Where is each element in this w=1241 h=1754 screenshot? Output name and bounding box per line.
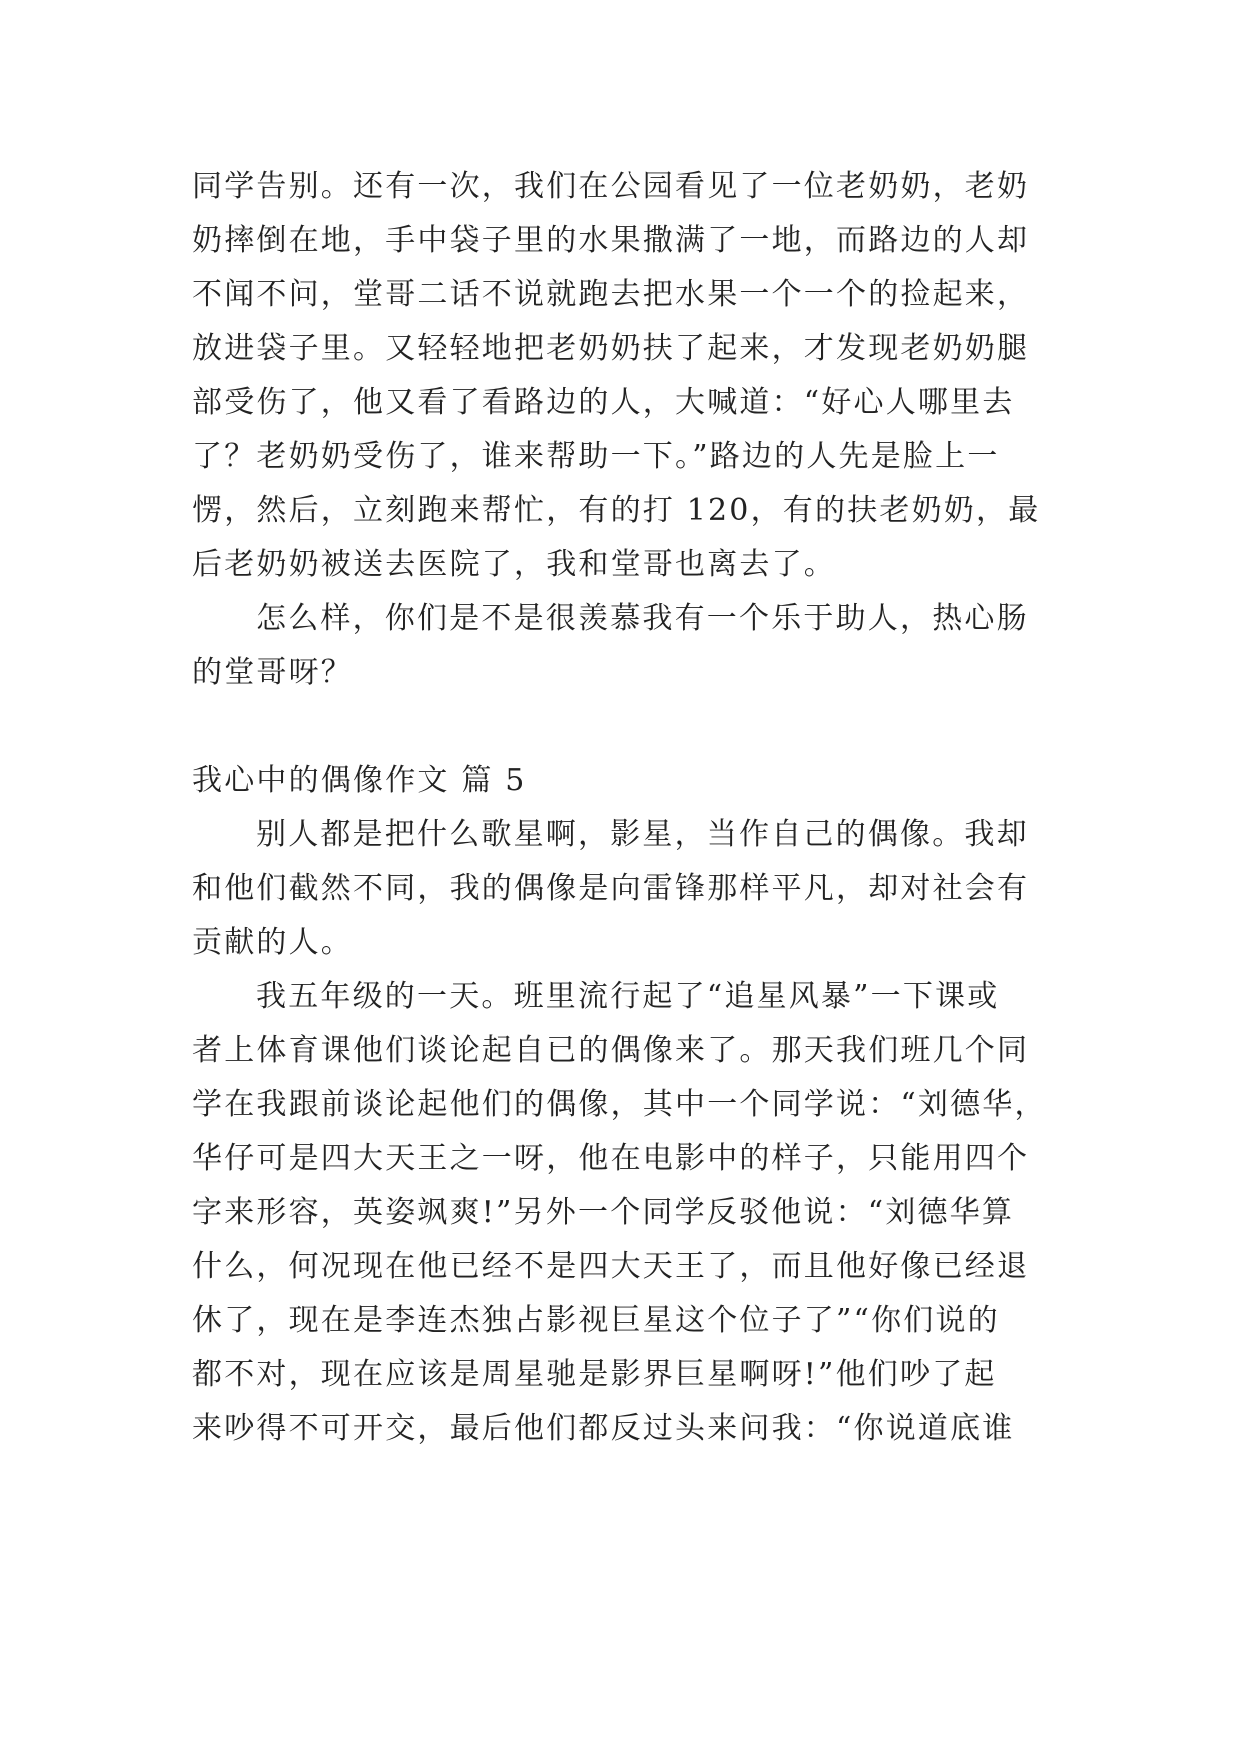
text-line: 华仔可是四大天王之一呀，他在电影中的样子，只能用四个 [192, 1141, 1030, 1176]
text-line: 都不对，现在应该是周星驰是影界巨星啊呀!”他们吵了起 [192, 1357, 997, 1392]
text-line: 我五年级的一天。班里流行起了“追星风暴”一下课或 [256, 979, 1000, 1014]
document-body [192, 160, 1072, 1456]
text-line: 奶摔倒在地，手中袋子里的水果撒满了一地，而路边的人却 [192, 223, 1030, 258]
text-line: 休了，现在是李连杰独占影视巨星这个位子了”“你们说的 [192, 1303, 1000, 1338]
text-line: 学在我跟前谈论起他们的偶像，其中一个同学说：“刘德华， [192, 1087, 1047, 1122]
paragraph-story [192, 970, 1072, 1456]
text-line: 怎么样，你们是不是很羡慕我有一个乐于助人，热心肠 [256, 601, 1029, 636]
text-line: 什么，何况现在他已经不是四大天王了，而且他好像已经退 [192, 1249, 1030, 1284]
paragraph-conclusion [192, 592, 1072, 700]
text-line: 后老奶奶被送去医院了，我和堂哥也离去了。 [192, 547, 836, 582]
paragraph-story-end [192, 160, 1072, 592]
blank-line [192, 700, 1072, 754]
text-line: 的堂哥呀？ [192, 655, 353, 690]
paragraph-intro [192, 808, 1072, 970]
text-line: 愣，然后，立刻跑来帮忙，有的打 120，有的扶老奶奶，最 [192, 493, 1041, 528]
text-line: 和他们截然不同，我的偶像是向雷锋那样平凡，却对社会有 [192, 871, 1030, 906]
text-line: 者上体育课他们谈论起自已的偶像来了。那天我们班几个同 [192, 1033, 1030, 1068]
text-line: 不闻不问，堂哥二话不说就跑去把水果一个一个的捡起来， [192, 277, 1030, 312]
text-line: 部受伤了，他又看了看路边的人，大喊道：“好心人哪里去 [192, 385, 1015, 420]
text-line: 贡献的人。 [192, 925, 353, 960]
essay-heading: 我心中的偶像作文 篇 5 [192, 763, 527, 798]
text-line: 别人都是把什么歌星啊，影星，当作自己的偶像。我却 [256, 817, 1029, 852]
text-line: 字来形容，英姿飒爽!”另外一个同学反驳他说：“刘德华算 [192, 1195, 1015, 1230]
text-line: 放进袋子里。又轻轻地把老奶奶扶了起来，才发现老奶奶腿 [192, 331, 1030, 366]
text-line: 了？老奶奶受伤了，谁来帮助一下。”路边的人先是脸上一 [192, 439, 1000, 474]
text-line: 同学告别。还有一次，我们在公园看见了一位老奶奶，老奶 [192, 169, 1030, 204]
text-line: 来吵得不可开交，最后他们都反过头来问我：“你说道底谁 [192, 1411, 1015, 1446]
